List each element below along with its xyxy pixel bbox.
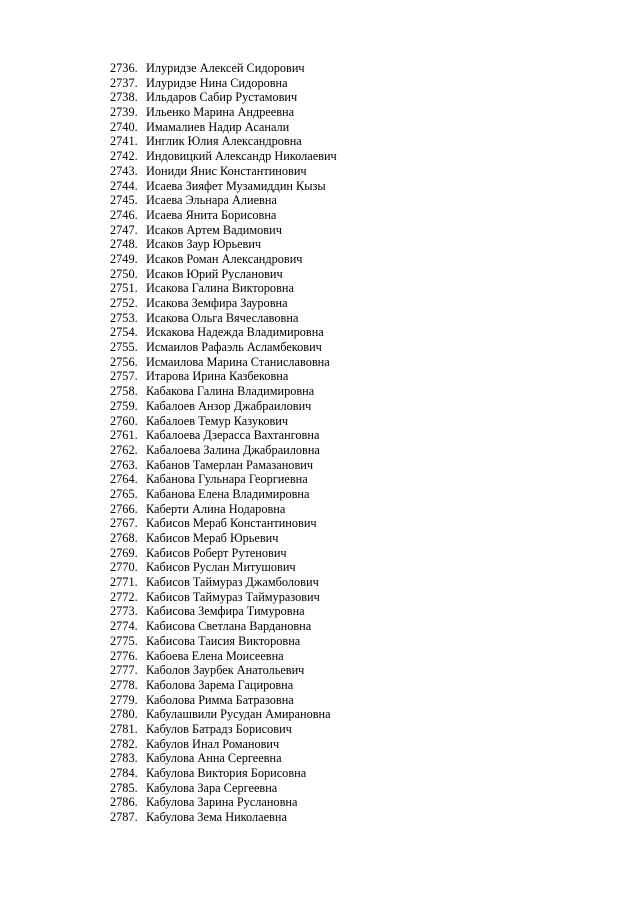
entry-name: Исаева Янита Борисовна xyxy=(146,207,277,222)
entry-name: Кабисов Роберт Рутенович xyxy=(146,545,287,560)
entry-number: 2781. xyxy=(110,721,138,736)
list-item xyxy=(110,693,337,708)
entry-number: 2782. xyxy=(110,736,138,751)
entry-number: 2741. xyxy=(110,134,138,149)
entry-number: 2746. xyxy=(110,207,138,222)
entry-name: Кабисов Таймураз Таймуразович xyxy=(146,589,320,604)
entry-name: Исаева Эльнара Алиевна xyxy=(146,193,277,208)
entry-name: Искакова Надежда Владимировна xyxy=(146,325,324,340)
entry-number: 2766. xyxy=(110,501,138,516)
entry-number: 2747. xyxy=(110,222,138,237)
entry-name: Исакова Ольга Вячеславовна xyxy=(146,310,299,325)
entry-name: Кабисов Руслан Митушович xyxy=(146,560,296,575)
entry-number: 2764. xyxy=(110,472,138,487)
entry-number: 2749. xyxy=(110,251,138,266)
entry-number: 2740. xyxy=(110,119,138,134)
entry-name: Ильдаров Сабир Рустамович xyxy=(146,90,298,105)
entry-name: Кабулашвили Русудан Амирановна xyxy=(146,707,331,722)
entry-name: Исакова Земфира Зауровна xyxy=(146,296,288,310)
entry-name: Кабисов Мераб Юрьевич xyxy=(146,531,279,545)
entry-name: Исаева Зияфет Музамиддин Кызы xyxy=(146,178,326,193)
entry-name: Каболова Зарема Гацировна xyxy=(146,677,294,692)
entry-number: 2784. xyxy=(110,766,138,780)
entry-number: 2738. xyxy=(110,90,138,105)
entry-name: Исмаилов Рафаэль Асламбекович xyxy=(146,340,322,355)
list-item xyxy=(110,149,337,164)
entry-name: Иониди Янис Константинович xyxy=(146,163,307,178)
list-item xyxy=(110,649,337,664)
list-item xyxy=(110,193,337,208)
list-item xyxy=(110,722,337,737)
entry-number: 2776. xyxy=(110,648,138,663)
list-item xyxy=(110,208,337,223)
entry-number: 2763. xyxy=(110,457,138,472)
entry-number: 2787. xyxy=(110,810,138,825)
entry-name: Кабисова Светлана Вардановна xyxy=(146,619,312,634)
entry-number: 2760. xyxy=(110,413,138,428)
entry-number: 2778. xyxy=(110,677,138,692)
list-item xyxy=(110,487,337,502)
entry-number: 2772. xyxy=(110,589,138,604)
entry-number: 2770. xyxy=(110,560,138,575)
list-item xyxy=(110,575,337,590)
list-item xyxy=(110,795,337,810)
entry-name: Имамалиев Надир Асанали xyxy=(146,119,290,134)
list-item xyxy=(110,502,337,517)
list-item xyxy=(110,90,337,105)
entry-number: 2783. xyxy=(110,751,138,766)
list-item xyxy=(110,120,337,135)
entry-name: Каболов Заурбек Анатольевич xyxy=(146,663,305,678)
entry-name: Исаков Юрий Русланович xyxy=(146,266,283,281)
list-item xyxy=(110,604,337,619)
entry-number: 2750. xyxy=(110,266,138,281)
list-item xyxy=(110,340,337,355)
entry-number: 2768. xyxy=(110,531,138,545)
entry-name: Итарова Ирина Казбековна xyxy=(146,369,289,384)
list-item xyxy=(110,634,337,649)
entry-name: Кабанова Гульнара Георгиевна xyxy=(146,472,308,487)
entry-number: 2748. xyxy=(110,237,138,252)
list-item xyxy=(110,311,337,326)
entry-number: 2758. xyxy=(110,384,138,399)
entry-number: 2751. xyxy=(110,281,138,296)
list-item xyxy=(110,516,337,531)
entry-number: 2761. xyxy=(110,428,138,443)
entry-number: 2752. xyxy=(110,296,138,310)
entry-name: Илуридзе Алексей Сидорович xyxy=(146,61,305,75)
list-item xyxy=(110,369,337,384)
list-item xyxy=(110,663,337,678)
entry-number: 2745. xyxy=(110,193,138,208)
entry-name: Кабисов Таймураз Джамболович xyxy=(146,575,319,590)
list-item xyxy=(110,61,337,76)
entry-name: Кабалоева Дзерасса Вахтанговна xyxy=(146,428,320,443)
list-item xyxy=(110,678,337,693)
entry-name: Кабисова Земфира Тимуровна xyxy=(146,604,305,619)
entry-number: 2765. xyxy=(110,486,138,501)
list-item xyxy=(110,252,337,267)
entry-name: Кабулова Зарина Руслановна xyxy=(146,795,298,810)
entry-name: Кабанова Елена Владимировна xyxy=(146,486,310,501)
list-item xyxy=(110,590,337,605)
entry-number: 2755. xyxy=(110,340,138,355)
list-item xyxy=(110,443,337,458)
entry-number: 2739. xyxy=(110,105,138,120)
list-item xyxy=(110,458,337,473)
entry-name: Исакова Галина Викторовна xyxy=(146,281,294,296)
entry-number: 2737. xyxy=(110,75,138,90)
entry-name: Кабоева Елена Моисеевна xyxy=(146,648,284,663)
list-item xyxy=(110,766,337,781)
list-item xyxy=(110,751,337,766)
entry-number: 2769. xyxy=(110,545,138,560)
list-item xyxy=(110,355,337,370)
entry-number: 2757. xyxy=(110,369,138,384)
entry-number: 2762. xyxy=(110,442,138,457)
list-item xyxy=(110,531,337,546)
entry-number: 2786. xyxy=(110,795,138,810)
list-item xyxy=(110,296,337,311)
list-item xyxy=(110,472,337,487)
list-item xyxy=(110,164,337,179)
entry-number: 2742. xyxy=(110,149,138,164)
entry-name: Кабалоев Анзор Джабраилович xyxy=(146,398,312,413)
list-item xyxy=(110,267,337,282)
list-item xyxy=(110,781,337,796)
entry-number: 2754. xyxy=(110,325,138,340)
entry-number: 2743. xyxy=(110,163,138,178)
entry-number: 2773. xyxy=(110,604,138,619)
entry-name: Кабулов Батрадз Борисович xyxy=(146,721,292,736)
list-item xyxy=(110,179,337,194)
list-item xyxy=(110,223,337,238)
entry-number: 2756. xyxy=(110,354,138,369)
entry-name: Каболова Римма Батразовна xyxy=(146,692,294,707)
entry-number: 2774. xyxy=(110,619,138,634)
list-item xyxy=(110,237,337,252)
entry-number: 2780. xyxy=(110,707,138,722)
entry-number: 2785. xyxy=(110,780,138,795)
list-item xyxy=(110,428,337,443)
entry-name: Исаков Артем Вадимович xyxy=(146,222,282,237)
list-item xyxy=(110,619,337,634)
list-item xyxy=(110,810,337,825)
entry-name: Кабулова Зара Сергеевна xyxy=(146,780,278,795)
entry-name: Исаков Роман Александрович xyxy=(146,251,303,266)
entry-name: Кабулова Зема Николаевна xyxy=(146,810,287,825)
entry-number: 2775. xyxy=(110,633,138,648)
list-item xyxy=(110,76,337,91)
entry-number: 2771. xyxy=(110,575,138,590)
entry-name: Инглик Юлия Александровна xyxy=(146,134,302,149)
list-item xyxy=(110,399,337,414)
list-item xyxy=(110,325,337,340)
entry-number: 2777. xyxy=(110,663,138,678)
entry-name: Кабакова Галина Владимировна xyxy=(146,384,315,399)
list-item xyxy=(110,281,337,296)
entry-name: Исаков Заур Юрьевич xyxy=(146,237,262,252)
entry-name: Каберти Алина Нодаровна xyxy=(146,501,286,516)
list-item xyxy=(110,414,337,429)
entry-number: 2759. xyxy=(110,398,138,413)
entry-number: 2744. xyxy=(110,178,138,193)
numbered-name-list xyxy=(110,61,337,825)
entry-name: Кабулова Виктория Борисовна xyxy=(146,766,307,780)
entry-number: 2736. xyxy=(110,61,138,75)
list-item xyxy=(110,737,337,752)
entry-name: Кабисов Мераб Константинович xyxy=(146,516,317,531)
entry-number: 2767. xyxy=(110,516,138,531)
entry-name: Кабулов Инал Романович xyxy=(146,736,280,751)
entry-name: Ильенко Марина Андреевна xyxy=(146,105,295,120)
entry-name: Исмаилова Марина Станиславовна xyxy=(146,354,330,369)
list-item xyxy=(110,707,337,722)
entry-number: 2753. xyxy=(110,310,138,325)
entry-name: Илуридзе Нина Сидоровна xyxy=(146,75,288,90)
entry-number: 2779. xyxy=(110,692,138,707)
entry-name: Кабалоева Залина Джабраиловна xyxy=(146,442,320,457)
entry-name: Кабисова Таисия Викторовна xyxy=(146,633,301,648)
entry-name: Индовицкий Александр Николаевич xyxy=(146,149,337,164)
list-item xyxy=(110,105,337,120)
list-item xyxy=(110,384,337,399)
list-item xyxy=(110,560,337,575)
list-item xyxy=(110,134,337,149)
entry-name: Кабанов Тамерлан Рамазанович xyxy=(146,457,314,472)
entry-name: Кабулова Анна Сергеевна xyxy=(146,751,282,766)
entry-name: Кабалоев Темур Казукович xyxy=(146,413,289,428)
list-item xyxy=(110,546,337,561)
